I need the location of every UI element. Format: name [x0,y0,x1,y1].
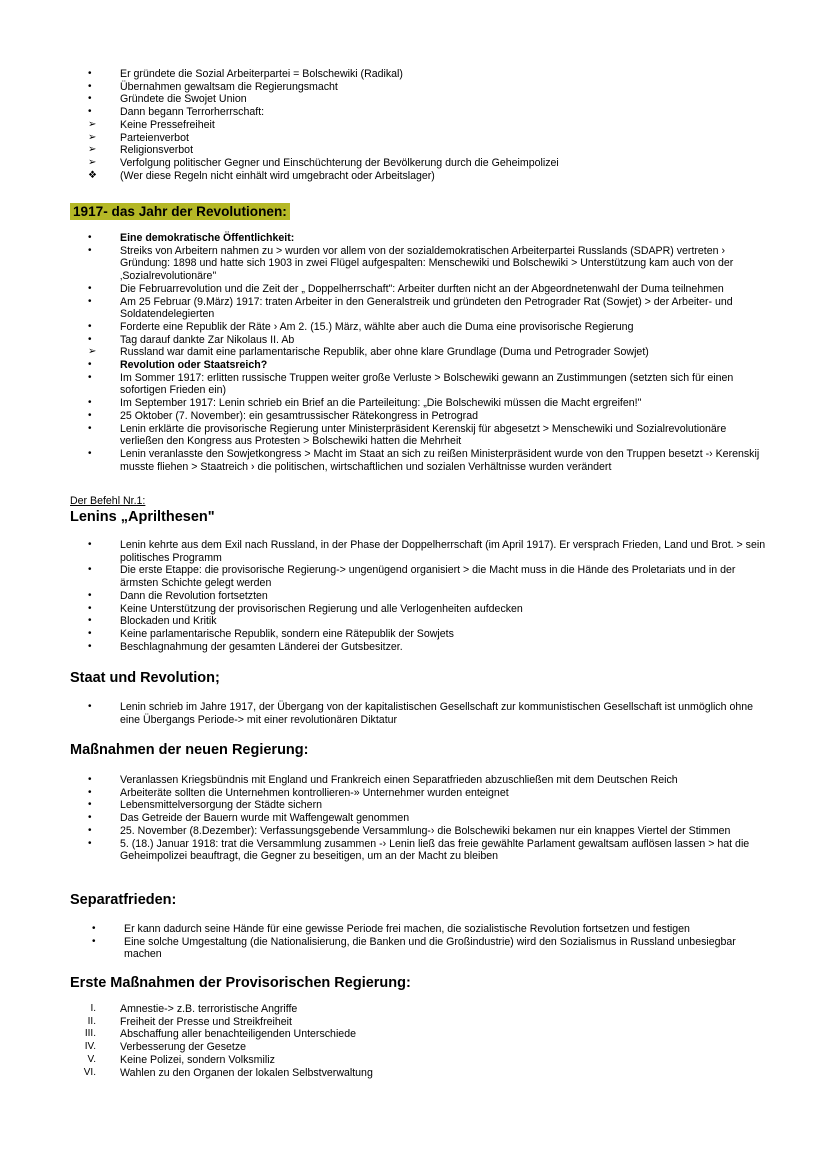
section1-item [0,144,619,157]
list-item-text: Am 25 Februar (9.März) 1917: traten Arbeiter in den Generalstreik und gründeten den Petrograder Rat (Sowjet) > der Arbeiter- und Soldatendelegierten [120,295,733,321]
list-marker: • [88,80,92,92]
section1-item [0,119,619,132]
section2-item [0,372,828,397]
list-item-text: Das Getreide der Bauern wurde mit Waffengewalt genommen [120,812,410,825]
list-item-text: Religionsverbot [120,144,194,157]
list-item-text: Im Sommer 1917: erlitten russische Truppen weiter große Verluste > Bolschewiki gewann an Zustimmungen (setzten sich für einen sofortigen Frieden ein) [120,371,734,397]
section2-item [0,283,828,296]
list-marker: • [88,824,92,836]
list-marker: I. [90,1003,96,1014]
list-item-text: Übernahmen gewaltsam die Regierungsmacht [120,80,338,93]
list-item-text: Amnestie-> z.B. terroristische Angriffe [120,1003,298,1015]
list-item-text: Er kann dadurch seine Hände für eine gewisse Periode frei machen, die sozialistische Revolution fortsetzen und festigen [124,923,690,935]
list-item-text: Verfolgung politischer Gegner und Einschüchterung der Bevölkerung durch die Geheimpolizei [120,156,559,169]
section2-list [0,232,828,473]
list-item-text: Dann die Revolution fortsetzten [120,589,268,602]
list-marker: II. [87,1015,96,1027]
list-marker: ➢ [88,346,97,358]
list-marker: • [88,409,92,421]
section2-item [0,321,828,334]
list-marker: • [88,539,92,550]
section3-item [0,564,828,589]
section3-item [0,590,828,603]
list-item-text: 5. (18.) Januar 1918: trat die Versammlung zusammen -› Lenin ließ das freie gewählte Parlament gewaltsam auflösen lassen > hat die Geheimpolizei beauftragt, die Gegner zu beseitigen, um an der Macht zu bleiben [120,837,750,863]
list-marker: • [88,320,92,332]
list-marker: • [88,602,92,614]
section5-item [0,838,828,863]
list-marker: • [92,923,96,934]
list-marker: • [88,295,92,307]
list-marker: • [88,244,92,256]
list-marker: • [88,837,92,849]
list-item-text: Keine Unterstützung der provisorischen Regierung und alle Verlogenheiten aufdecken [120,602,523,615]
list-marker: ➢ [88,131,97,143]
list-marker: • [88,422,92,434]
list-item-text: Dann begann Terrorherrschaft: [120,106,265,119]
section4-item [0,701,828,726]
section1-list [0,68,619,182]
list-marker: • [88,640,92,652]
list-item-text: 25. November (8.Dezember): Verfassungsgebende Versammlung-› die Bolschewiki bekamen nur ein knappes Viertel der Stimmen [120,824,731,837]
list-item-text: Lenin schrieb im Jahre 1917, der Übergang von der kapitalistischen Gesellschaft zur kommunistischen Gesellschaft ist unmöglich ohne eine Übergangs Periode-> mit einer revolutionären Diktatur [120,701,754,726]
list-item-text: Eine solche Umgestaltung (die Nationalisierung, die Banken und die Großindustrie) wird den Sozialismus in Russland unbesiegbar machen [124,935,736,961]
section5-item [0,825,828,838]
section1-item [0,157,619,170]
list-marker: • [88,232,92,243]
list-item-text: Arbeiteräte sollten die Unternehmen kontrollieren-» Unternehmer wurden enteignet [120,786,509,799]
section7-item [0,1041,433,1054]
list-item-text: Die Februarrevolution und die Zeit der „ Doppelherrschaft": Arbeiter durften nicht an der Abgeordnetenwahl der Duma teilnehmen [120,282,724,295]
section2-item [0,346,828,359]
heading-erste: Erste Maßnahmen der Provisorischen Regierung: [70,975,411,991]
section5-item [0,799,828,812]
section4-list [0,701,828,726]
list-item-text: Die erste Etappe: die provisorische Regierung-> ungenügend organisiert > die Macht muss in die Hände des Proletariats und in der ärmsten Schichte gelegt werden [120,564,736,590]
list-item-text: Im September 1917: Lenin schrieb ein Brief an die Parteileitung: „Die Bolschewiki müssen die Macht ergreifen!" [120,397,642,410]
list-item-text: Streiks von Arbeitern nahmen zu > wurden vor allem von der sozialdemokratischen Arbeiterpartei Russlands (SDAPR) vertreten › Gründung: 1898 und hatte sich 1903 in zwei Flügel aufgespalten: Menschewiki und Bolschewiki > Unterstützung kam auch von der ‚Sozialrevolutionäre" [120,244,734,283]
list-item-text: Tag darauf dankte Zar Nikolaus II. Ab [120,333,295,346]
list-item-text: Freiheit der Presse und Streikfreiheit [120,1015,292,1028]
list-marker: VI. [83,1066,96,1078]
list-marker: • [88,615,92,627]
list-marker: • [88,359,92,371]
list-item-text: Verbesserung der Gesetze [120,1041,247,1054]
section7-item [0,1003,433,1016]
list-marker: • [88,589,92,601]
list-item-text: Er gründete die Sozial Arbeiterpartei = Bolschewiki (Radikal) [120,68,403,80]
list-marker: • [88,333,92,345]
heading-1917: 1917- das Jahr der Revolutionen: [70,203,290,220]
heading-massnahmen: Maßnahmen der neuen Regierung: [70,742,309,758]
list-item-text: Forderte eine Republik der Räte › Am 2. (15.) März, wählte aber auch die Duma eine provisorische Regierung [120,320,634,333]
list-marker: • [88,68,92,79]
section3-item [0,615,828,628]
heading-aprilthesen: Lenins „Aprilthesen" [70,509,215,525]
section7-list [0,1003,433,1079]
list-marker: • [88,812,92,824]
section5-item [0,787,828,800]
list-marker: ➢ [88,156,97,168]
section1-item [0,68,619,81]
list-marker: IV. [84,1041,96,1053]
list-marker: • [88,447,92,459]
list-marker: • [88,774,92,785]
section1-item [0,81,619,94]
section1-item [0,106,619,119]
section5-item [0,812,828,825]
list-marker: ➢ [88,118,97,130]
section7-item [0,1028,433,1041]
list-item-text: Wahlen zu den Organen der lokalen Selbstverwaltung [120,1066,373,1079]
list-item-text: Keine Polizei, sondern Volksmiliz [120,1053,275,1066]
list-marker: • [88,799,92,811]
list-marker: • [88,93,92,105]
list-item-text: Lenin erklärte die provisorische Regierung unter Ministerpräsident Kerenskij für abgesetzt > Menschewiki und Sozialrevolutionäre verließen den Kongress aus Protesten > Bolschewiki hatten die Mehrheit [120,422,727,448]
section2-item [0,334,828,347]
list-marker: • [88,282,92,294]
list-item-text: Parteienverbot [120,131,189,144]
section7-item [0,1067,433,1080]
list-item-text: Eine demokratische Öffentlichkeit: [120,232,295,244]
list-marker: ❖ [88,169,97,181]
section1-item [0,132,619,145]
section2-item [0,448,828,473]
list-item-text: Keine parlamentarische Republik, sondern eine Rätepublik der Sowjets [120,627,454,640]
section2-item [0,423,828,448]
befehl-label: Der Befehl Nr.1: [70,495,146,507]
section2-item [0,359,828,372]
list-item-text: Lenin veranlasste den Sowjetkongress > Macht im Staat an sich zu reißen Ministerpräsident wurde von den Truppen besetzt -› Kerenskij musste fliehen > Staatreich › die politischen, wirtschaftlichen und sozialen Verhältnisse wurden verändert [120,447,760,473]
list-item-text: 25 Oktober (7. November): ein gesamtrussischer Rätekongress in Petrograd [120,409,478,422]
heading-staat: Staat und Revolution; [70,670,220,686]
section2-item [0,397,828,410]
section7-item [0,1016,433,1029]
list-marker: • [92,935,96,947]
list-item-text: Abschaffung aller benachteiligenden Unterschiede [120,1028,356,1041]
list-item-text: Keine Pressefreiheit [120,118,215,131]
list-marker: • [88,106,92,118]
list-marker: ➢ [88,144,97,156]
list-item-text: Revolution oder Staatsreich? [120,359,268,372]
list-marker: V. [87,1053,96,1065]
section3-item [0,603,828,616]
list-item-text: Russland war damit eine parlamentarische Republik, aber ohne klare Grundlage (Duma und Petrograder Sowjet) [120,346,649,359]
list-marker: • [88,701,92,712]
list-marker: • [88,371,92,383]
section1-item [0,93,619,106]
list-item-text: (Wer diese Regeln nicht einhält wird umgebracht oder Arbeitslager) [120,169,435,182]
section2-item [0,296,828,321]
list-marker: • [88,627,92,639]
section3-item [0,539,828,564]
list-marker: • [88,397,92,409]
section2-item [0,410,828,423]
section6-list [0,923,828,961]
list-item-text: Blockaden und Kritik [120,615,217,628]
section5-list [0,774,828,863]
list-marker: • [88,786,92,798]
list-item-text: Beschlagnahmung der gesamten Länderei der Gutsbesitzer. [120,640,403,653]
section5-item [0,774,828,787]
list-item-text: Lenin kehrte aus dem Exil nach Russland, in der Phase der Doppelherrschaft (im April 1917). Er versprach Frieden, Land und Brot. > sein politisches Programm [120,539,766,564]
section2-item [0,232,828,245]
list-marker: III. [84,1028,96,1040]
section1-item [0,170,619,183]
list-item-text: Veranlassen Kriegsbündnis mit England und Frankreich einen Separatfrieden abzuschließen mit dem Deutschen Reich [120,774,678,786]
section6-item [0,923,828,936]
section3-list [0,539,828,653]
section3-item [0,628,828,641]
section7-item [0,1054,433,1067]
section6-item [0,936,828,961]
list-item-text: Gründete die Swojet Union [120,93,247,106]
section2-item [0,245,828,283]
list-marker: • [88,564,92,576]
section3-item [0,641,828,654]
heading-separat: Separatfrieden: [70,892,177,908]
list-item-text: Lebensmittelversorgung der Städte sichern [120,799,322,812]
